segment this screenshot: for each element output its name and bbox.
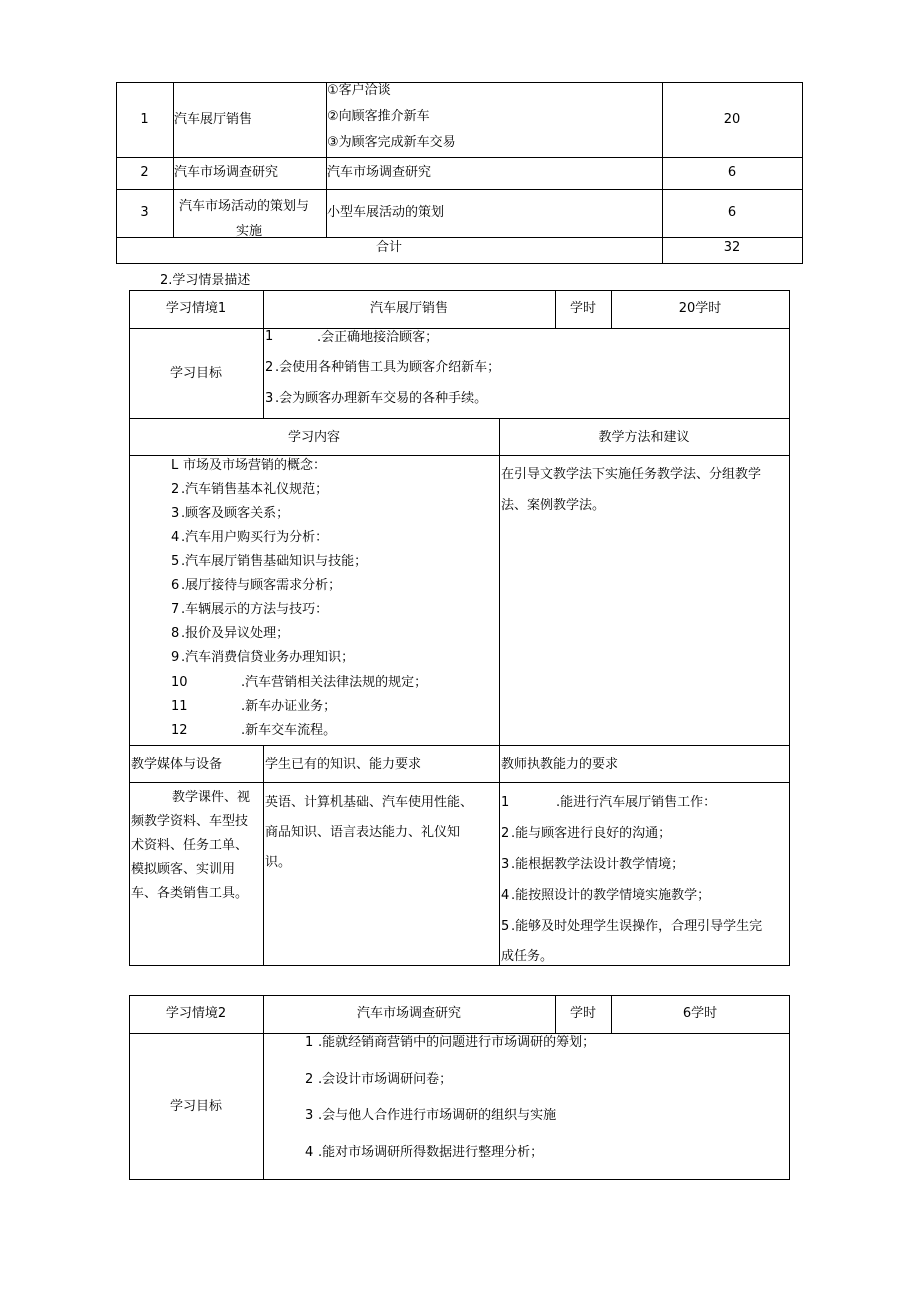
goal-number: 3 bbox=[305, 1108, 314, 1123]
scenario-title: 汽车市场调查研究 bbox=[356, 1006, 461, 1021]
content-text: .新车交车流程。 bbox=[241, 723, 337, 738]
scenario-label: 学习情境1 bbox=[165, 301, 227, 316]
teacher-number: 5 bbox=[501, 919, 510, 934]
content-text: .顾客及顾客关系； bbox=[181, 506, 290, 521]
content-number: 9 bbox=[171, 650, 180, 665]
total-hours: 32 bbox=[723, 240, 741, 255]
method-text: 法、案例教学法。 bbox=[501, 498, 606, 513]
goal-text: .会正确地接洽顾客； bbox=[317, 330, 439, 345]
content-text: .车辆展示的方法与技巧： bbox=[181, 602, 329, 617]
content-text: .新车办证业务； bbox=[241, 699, 337, 714]
teacher-number: 3 bbox=[501, 857, 510, 872]
total-label: 合计 bbox=[375, 240, 402, 255]
content-text: .报价及异议处理； bbox=[181, 626, 290, 641]
row-number: 3 bbox=[140, 205, 149, 220]
content-text: .展厅接待与顾客需求分析； bbox=[181, 578, 342, 593]
content-number: 12 bbox=[171, 723, 188, 738]
content-number: 6 bbox=[171, 578, 180, 593]
goal-number: 2 bbox=[305, 1072, 314, 1087]
hours-value: 20学时 bbox=[678, 301, 722, 316]
content-text: .汽车展厅销售基础知识与技能； bbox=[181, 554, 368, 569]
teacher-number: 1 bbox=[501, 795, 510, 810]
row-task: ③为顾客完成新车交易 bbox=[327, 135, 456, 150]
row-hours: 20 bbox=[723, 112, 741, 127]
row-task: 小型车展活动的策划 bbox=[327, 205, 445, 220]
content-number: 7 bbox=[171, 602, 180, 617]
goal-number: 4 bbox=[305, 1145, 314, 1160]
goal-text: .会与他人合作进行市场调研的组织与实施 bbox=[318, 1108, 557, 1123]
goal-number: 1 bbox=[305, 1035, 314, 1050]
content-text: 市场及市场营销的概念： bbox=[183, 458, 327, 473]
hours-value: 6学时 bbox=[682, 1006, 718, 1021]
hours-label: 学时 bbox=[569, 1006, 596, 1021]
media-text: 术资料、任务工单、 bbox=[131, 838, 249, 853]
content-text: .汽车销售基本礼仪规范； bbox=[181, 482, 329, 497]
row-number: 1 bbox=[140, 112, 149, 127]
prior-header: 学生已有的知识、能力要求 bbox=[265, 757, 422, 772]
goal-number: 2 bbox=[265, 360, 274, 375]
content-number: 5 bbox=[171, 554, 180, 569]
content-number: 4 bbox=[171, 530, 180, 545]
media-header: 教学媒体与设备 bbox=[131, 757, 223, 772]
row-task: 汽车市场调查研究 bbox=[327, 165, 432, 180]
content-number: 8 bbox=[171, 626, 180, 641]
row-name: 汽车市场调查研究 bbox=[174, 165, 279, 180]
goal-number: 3 bbox=[265, 391, 274, 406]
goal-number: 1 bbox=[265, 329, 274, 344]
content-number: 11 bbox=[171, 699, 188, 714]
row-task: ②向顾客推介新车 bbox=[327, 109, 430, 124]
teacher-text: .能根据教学法设计教学情境； bbox=[511, 857, 685, 872]
row-name: 汽车展厅销售 bbox=[174, 112, 253, 127]
goal-label: 学习目标 bbox=[169, 366, 222, 381]
hours-label: 学时 bbox=[569, 301, 596, 316]
teacher-text: .能与顾客进行良好的沟通； bbox=[511, 826, 672, 841]
teacher-number: 2 bbox=[501, 826, 510, 841]
scenario-title: 汽车展厅销售 bbox=[369, 301, 448, 316]
content-number: L bbox=[171, 458, 179, 473]
section-heading: 2.学习情景描述 bbox=[160, 273, 251, 288]
method-text: 在引导文教学法下实施任务教学法、分组教学 bbox=[501, 467, 762, 482]
goal-text: .会为顾客办理新车交易的各种手续。 bbox=[275, 391, 488, 406]
prior-text: 识。 bbox=[265, 855, 292, 870]
content-number: 3 bbox=[171, 506, 180, 521]
media-text: 车、各类销售工具。 bbox=[131, 886, 249, 901]
method-header: 教学方法和建议 bbox=[598, 430, 690, 445]
media-text: 教学课件、视 bbox=[172, 790, 251, 805]
content-header: 学习内容 bbox=[287, 430, 340, 445]
content-number: 2 bbox=[171, 482, 180, 497]
teacher-text: .能按照设计的教学情境实施教学； bbox=[511, 888, 711, 903]
goal-text: .会使用各种销售工具为顾客介绍新车； bbox=[275, 360, 501, 375]
row-hours: 6 bbox=[727, 165, 737, 180]
row-name-cont: 实施 bbox=[236, 224, 263, 237]
row-task: ①客户洽谈 bbox=[327, 83, 391, 98]
content-text: .汽车消费信贷业务办理知识； bbox=[181, 650, 355, 665]
row-number: 2 bbox=[140, 165, 149, 180]
row-hours: 6 bbox=[727, 205, 737, 220]
scenario-label: 学习情境2 bbox=[165, 1006, 227, 1021]
media-text: 频教学资料、车型技 bbox=[131, 814, 249, 829]
row-name: 汽车市场活动的策划与 bbox=[179, 199, 310, 214]
media-text: 模拟顾客、实训用 bbox=[131, 862, 236, 877]
teacher-text-cont: 成任务。 bbox=[501, 949, 554, 964]
teacher-text: .能够及时处理学生误操作，合理引导学生完 bbox=[511, 919, 763, 934]
prior-text: 英语、计算机基础、汽车使用性能、 bbox=[265, 795, 474, 810]
goal-label: 学习目标 bbox=[169, 1099, 222, 1114]
goal-text: .能就经销商营销中的问题进行市场调研的筹划； bbox=[318, 1035, 596, 1050]
teacher-number: 4 bbox=[501, 888, 510, 903]
goal-text: .能对市场调研所得数据进行整理分析； bbox=[318, 1145, 544, 1160]
content-text: .汽车营销相关法律法规的规定； bbox=[241, 675, 428, 690]
goal-text: .会设计市场调研问卷； bbox=[318, 1072, 453, 1087]
content-number: 10 bbox=[171, 675, 188, 690]
teacher-text: .能进行汽车展厅销售工作： bbox=[556, 795, 717, 810]
teacher-header: 教师执教能力的要求 bbox=[501, 757, 619, 772]
prior-text: 商品知识、语言表达能力、礼仪知 bbox=[265, 825, 461, 840]
content-text: .汽车用户购买行为分析： bbox=[181, 530, 329, 545]
